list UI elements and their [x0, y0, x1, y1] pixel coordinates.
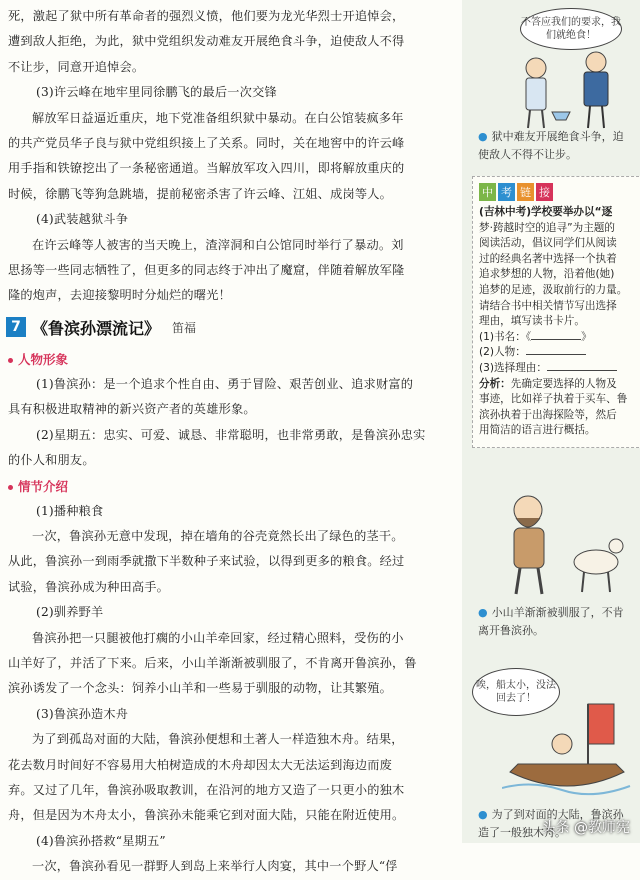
prisoner-body-icon	[526, 78, 546, 110]
robinson-body-icon	[514, 528, 544, 568]
robinson-head-icon	[552, 734, 572, 754]
plot-label: 情节介绍	[0, 474, 458, 499]
bullet-icon: ●	[478, 606, 488, 619]
watermark: 头条 @教师宪	[541, 820, 630, 836]
canoe-illustration	[502, 700, 632, 800]
body-line: 山羊好了，并活了下来。后来，小山羊渐渐被驯服了，不肯离开鲁滨孙，鲁	[8, 655, 417, 670]
body-line: 不让步，同意开追悼会。	[8, 59, 145, 74]
hunger-strike-illustration	[500, 40, 630, 130]
subheading: (1)播种粮食	[36, 503, 104, 518]
speech-bubble: 不答应我们的要求，我们就绝食！	[520, 8, 622, 50]
body-line: 用手指和铁镣挖出了一条秘密通道。当解放军攻入四川，即将解放重庆的	[8, 161, 405, 176]
body-line: 舟，但是因为木舟太小，鲁滨孙未能乘它到对面大陆，只能在附近使用。	[8, 808, 405, 823]
answer-person-field: (2)人物：	[479, 345, 637, 361]
subheading: (3)许云峰在地牢里同徐鹏飞的最后一次交锋	[36, 85, 277, 100]
bullet-icon: ●	[478, 130, 488, 143]
body-line: 的共产党员华子良与狱中党组织接上了关系。同时，关在地窖中的许云峰	[8, 136, 405, 151]
section-number: 7	[6, 317, 26, 337]
caption: ● 为了到对面的大陆，鲁滨孙造了一般独木舟。	[478, 808, 624, 839]
body-line: 鲁滨孙把一只腿被他打瘸的小山羊牵回家，经过精心照料，受伤的小	[32, 630, 404, 645]
bullet-dot-icon	[8, 485, 13, 490]
subheading: (4)鲁滨孙搭救“星期五”	[36, 833, 166, 848]
bullet-icon: ●	[478, 808, 488, 821]
body-line: 为了到孤岛对面的大陆，鲁滨孙便想和土著人一样造独木舟。结果，	[32, 732, 404, 747]
answer-book-field: (1)书名：《 》	[479, 330, 592, 343]
body-line: 隆的炮声，去迎接黎明时分灿烂的曙光！	[8, 288, 231, 303]
exam-question: (吉林中考)学校要举办以“逐 梦·跨越时空的追寻”为主题的 阅读活动，倡议同学们从阅读 过的经典名著中选择一个执着 追求梦想的人物，沿着他(她) 追梦的足迹，汲取前行的力量。 请结合书中相关情节写出选择 理由，填写读书卡片。 (1)书名：《 》 (2)人物： (3)选择理由： 分析：先确定要选择的人物及 事迹，比如祥子执着于买车、鲁 滨孙执着于出海探险等，然后 用简洁的语言进行概括。	[479, 205, 637, 439]
subheading: (4)武装越狱斗争	[36, 212, 129, 227]
section-author: 笛福	[172, 320, 197, 335]
robinson-goat-illustration	[492, 488, 632, 598]
body-line: 时候，徐鹏飞等狗急跳墙，提前秘密杀害了许云峰、江姐、成岗等人。	[8, 186, 393, 201]
subheading: (2)驯养野羊	[36, 605, 104, 620]
canoe-icon	[510, 764, 624, 786]
answer-reason-field: (3)选择理由：	[479, 361, 637, 377]
body-line: (1)鲁滨孙：是一个追求个性自由、勇于冒险、艰苦创业、追求财富的	[36, 376, 414, 391]
body-line: 思扬等一些同志牺牲了，但更多的同志终于冲出了魔窟，伴随着解放军隆	[8, 263, 405, 278]
goat-icon	[574, 550, 618, 574]
section-title: 《鲁滨孙漂流记》	[32, 318, 161, 338]
caption: ● 小山羊渐渐被驯服了，不肯离开鲁滨孙。	[478, 606, 624, 637]
speech-bubble: 唉，船太小，没法回去了！	[472, 668, 560, 716]
body-line: 一次，鲁滨孙看见一群野人到岛上来举行人肉宴，其中一个野人“俘	[32, 859, 398, 874]
section-heading	[6, 316, 196, 338]
sidebar	[462, 0, 640, 843]
body-line: 具有积极进取精神的新兴资产者的英雄形象。	[8, 402, 256, 417]
body-line: 解放军日益逼近重庆，地下党准备组织狱中暴动。在白公馆装疯多年	[32, 110, 404, 125]
body-line: 死，激起了狱中所有革命者的强烈义愤，他们要为龙光华烈士开追悼会，	[8, 9, 405, 23]
caption: ● 狱中难友开展绝食斗争，迫使敌人不得不让步。	[478, 130, 624, 161]
body-line: 一次，鲁滨孙无意中发现，掉在墙角的谷壳竟然长出了绿色的茎干。	[32, 528, 404, 543]
exam-link-tag: 中 考 链 接	[479, 183, 637, 201]
body-line: 弃。又过了几年，鲁滨孙吸取教训，在沿河的地方又造了一只更小的独木	[8, 782, 405, 797]
prisoner-body-icon	[584, 72, 608, 106]
body-line: 的仆人和朋友。	[8, 453, 95, 468]
body-line: 滨孙诱发了一个念头：饲养小山羊和一些易于驯服的动物，让其繁殖。	[8, 681, 393, 696]
body-line: (2)星期五：忠实、可爱、诚恳、非常聪明，也非常勇敢，是鲁滨孙忠实	[36, 427, 426, 442]
body-line: 花去数月时间好不容易用大柏树造成的木舟却因太大无法运到海边而废	[8, 757, 393, 772]
subheading: (3)鲁滨孙造木舟	[36, 706, 129, 721]
prisoner-head-icon	[586, 52, 606, 72]
analysis-label: 分析：	[479, 377, 511, 390]
prisoner-head-icon	[526, 58, 546, 78]
characters-label: 人物形象	[0, 347, 458, 372]
body-line: 遭到敌人拒绝，为此，狱中党组织发动难友开展绝食斗争，迫使敌人不得	[8, 34, 405, 49]
sail-icon	[588, 704, 614, 744]
body-line: 从此，鲁滨孙一到雨季就撒下半数种子来试验，以得到更多的粮食。经过	[8, 554, 405, 569]
bullet-dot-icon	[8, 358, 13, 363]
exam-link-box	[472, 176, 640, 448]
bowl-icon	[552, 112, 570, 120]
body-line: 在许云峰等人被害的当天晚上，渣滓洞和白公馆同时举行了暴动。刘	[32, 237, 404, 252]
body-line: 试验，鲁滨孙成为种田高手。	[8, 579, 170, 594]
